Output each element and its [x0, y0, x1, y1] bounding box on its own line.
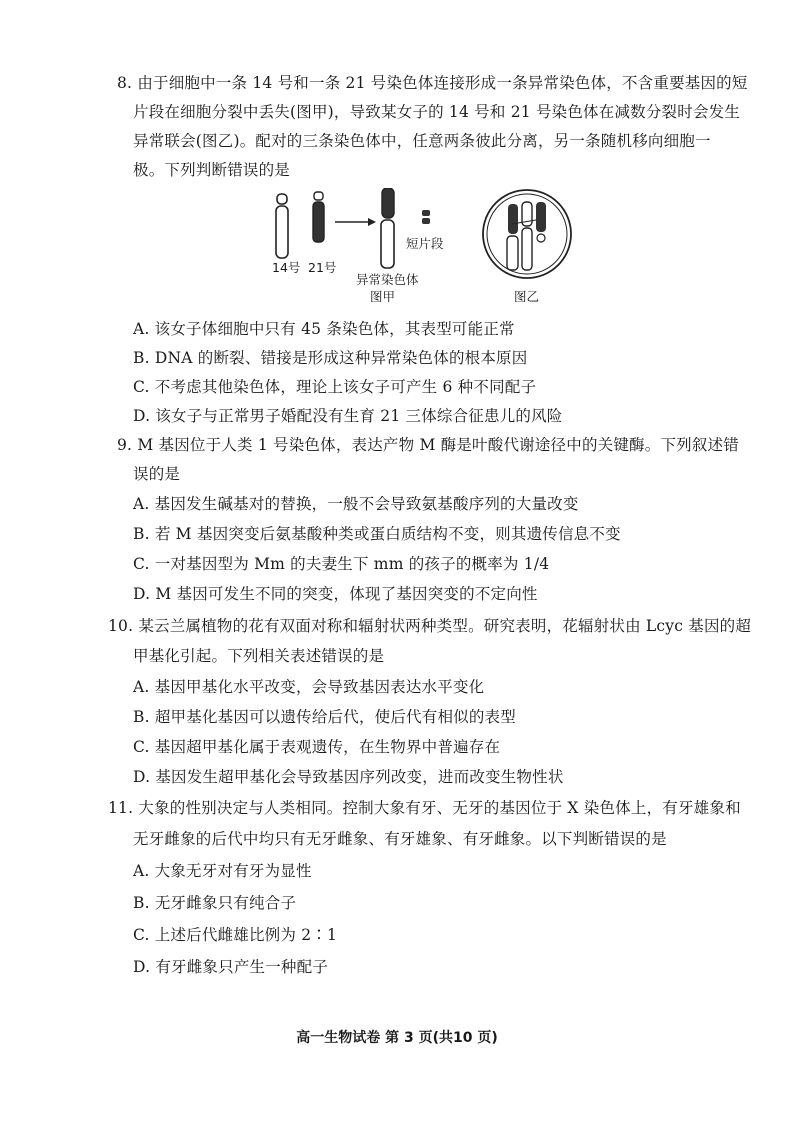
q8-stem-line-1: 8. 由于细胞中一条 14 号和一条 21 号染色体连接形成一条异常染色体，不含重要基因的短 [117, 74, 748, 92]
q10-option-a: A. 基因甲基化水平改变，会导致基因表达水平变化 [133, 678, 485, 696]
q9-stem-line-2: 误的是 [133, 465, 181, 483]
caption-fig-b: 图乙 [514, 289, 540, 304]
label-14: 14号 [272, 260, 301, 275]
q11-option-b: B. 无牙雌象只有纯合子 [133, 894, 297, 912]
q10-stem-line-2: 甲基化引起。下列相关表述错误的是 [133, 647, 385, 665]
q9-option-b: B. 若 M 基因突变后氨基酸种类或蛋白质结构不变，则其遗传信息不变 [133, 525, 621, 543]
q8-option-c: C. 不考虑其他染色体，理论上该女子可产生 6 种不同配子 [133, 378, 537, 396]
q9-option-a: A. 基因发生碱基对的替换，一般不会导致氨基酸序列的大量改变 [133, 495, 579, 513]
page-footer: 高一生物试卷 第 3 页(共10 页) [296, 1030, 498, 1046]
q8-stem-line-2: 片段在细胞分裂中丢失(图甲)，导致某女子的 14 号和 21 号染色体在减数分裂时会发生 [133, 103, 741, 121]
abnormal-chromosome [381, 188, 394, 268]
q8-option-d: D. 该女子与正常男子婚配没有生育 21 三体综合征患儿的风险 [133, 407, 563, 425]
fragment-label: 短片段 [406, 236, 444, 251]
q10-stem-line-1: 10. 某云兰属植物的花有双面对称和辐射状两种类型。研究表明，花辐射状由 Lcyc 基因的超 [108, 617, 752, 635]
label-abnormal: 异常染色体 [356, 272, 419, 287]
q11-stem-line-2: 无牙雌象的后代中均只有无牙雌象、有牙雄象、有牙雌象。以下判断错误的是 [133, 830, 667, 848]
q9-option-d: D. M 基因可发生不同的突变，体现了基因突变的不定向性 [133, 585, 538, 603]
chromosome-14 [276, 194, 288, 258]
short-fragment [422, 210, 430, 224]
q11-option-a: A. 大象无牙对有牙为显性 [133, 862, 312, 880]
arrow-icon [335, 218, 376, 226]
q8-option-b: B. DNA 的断裂、错接是形成这种异常染色体的根本原因 [133, 349, 528, 367]
caption-fig-a: 图甲 [370, 289, 396, 304]
q11-option-d: D. 有牙雌象只产生一种配子 [133, 958, 329, 976]
chromosome-figure [250, 188, 580, 316]
label-21: 21号 [308, 260, 337, 275]
q10-option-b: B. 超甲基化基因可以遗传给后代，使后代有相似的表型 [133, 708, 516, 726]
q11-stem-line-1: 11. 大象的性别决定与人类相同。控制大象有牙、无牙的基因位于 X 染色体上，有牙雄象和 [108, 799, 741, 817]
q9-option-c: C. 一对基因型为 Mm 的夫妻生下 mm 的孩子的概率为 1/4 [133, 555, 550, 573]
cell-circle [483, 190, 571, 278]
q10-option-c: C. 基因超甲基化属于表观遗传，在生物界中普遍存在 [133, 738, 501, 756]
q10-option-d: D. 基因发生超甲基化会导致基因序列改变，进而改变生物性状 [133, 768, 564, 786]
q11-option-c: C. 上述后代雌雄比例为 2∶1 [133, 926, 338, 944]
q9-stem-line-1: 9. M 基因位于人类 1 号染色体，表达产物 M 酶是叶酸代谢途径中的关键酶。下列叙述错 [117, 436, 739, 454]
q8-option-a: A. 该女子体细胞中只有 45 条染色体，其表型可能正常 [133, 320, 515, 338]
q8-stem-line-4: 极。下列判断错误的是 [133, 161, 291, 179]
chromosome-21 [313, 192, 324, 242]
q8-stem-line-3: 异常联会(图乙)。配对的三条染色体中，任意两条彼此分离，另一条随机移向细胞一 [133, 132, 711, 150]
